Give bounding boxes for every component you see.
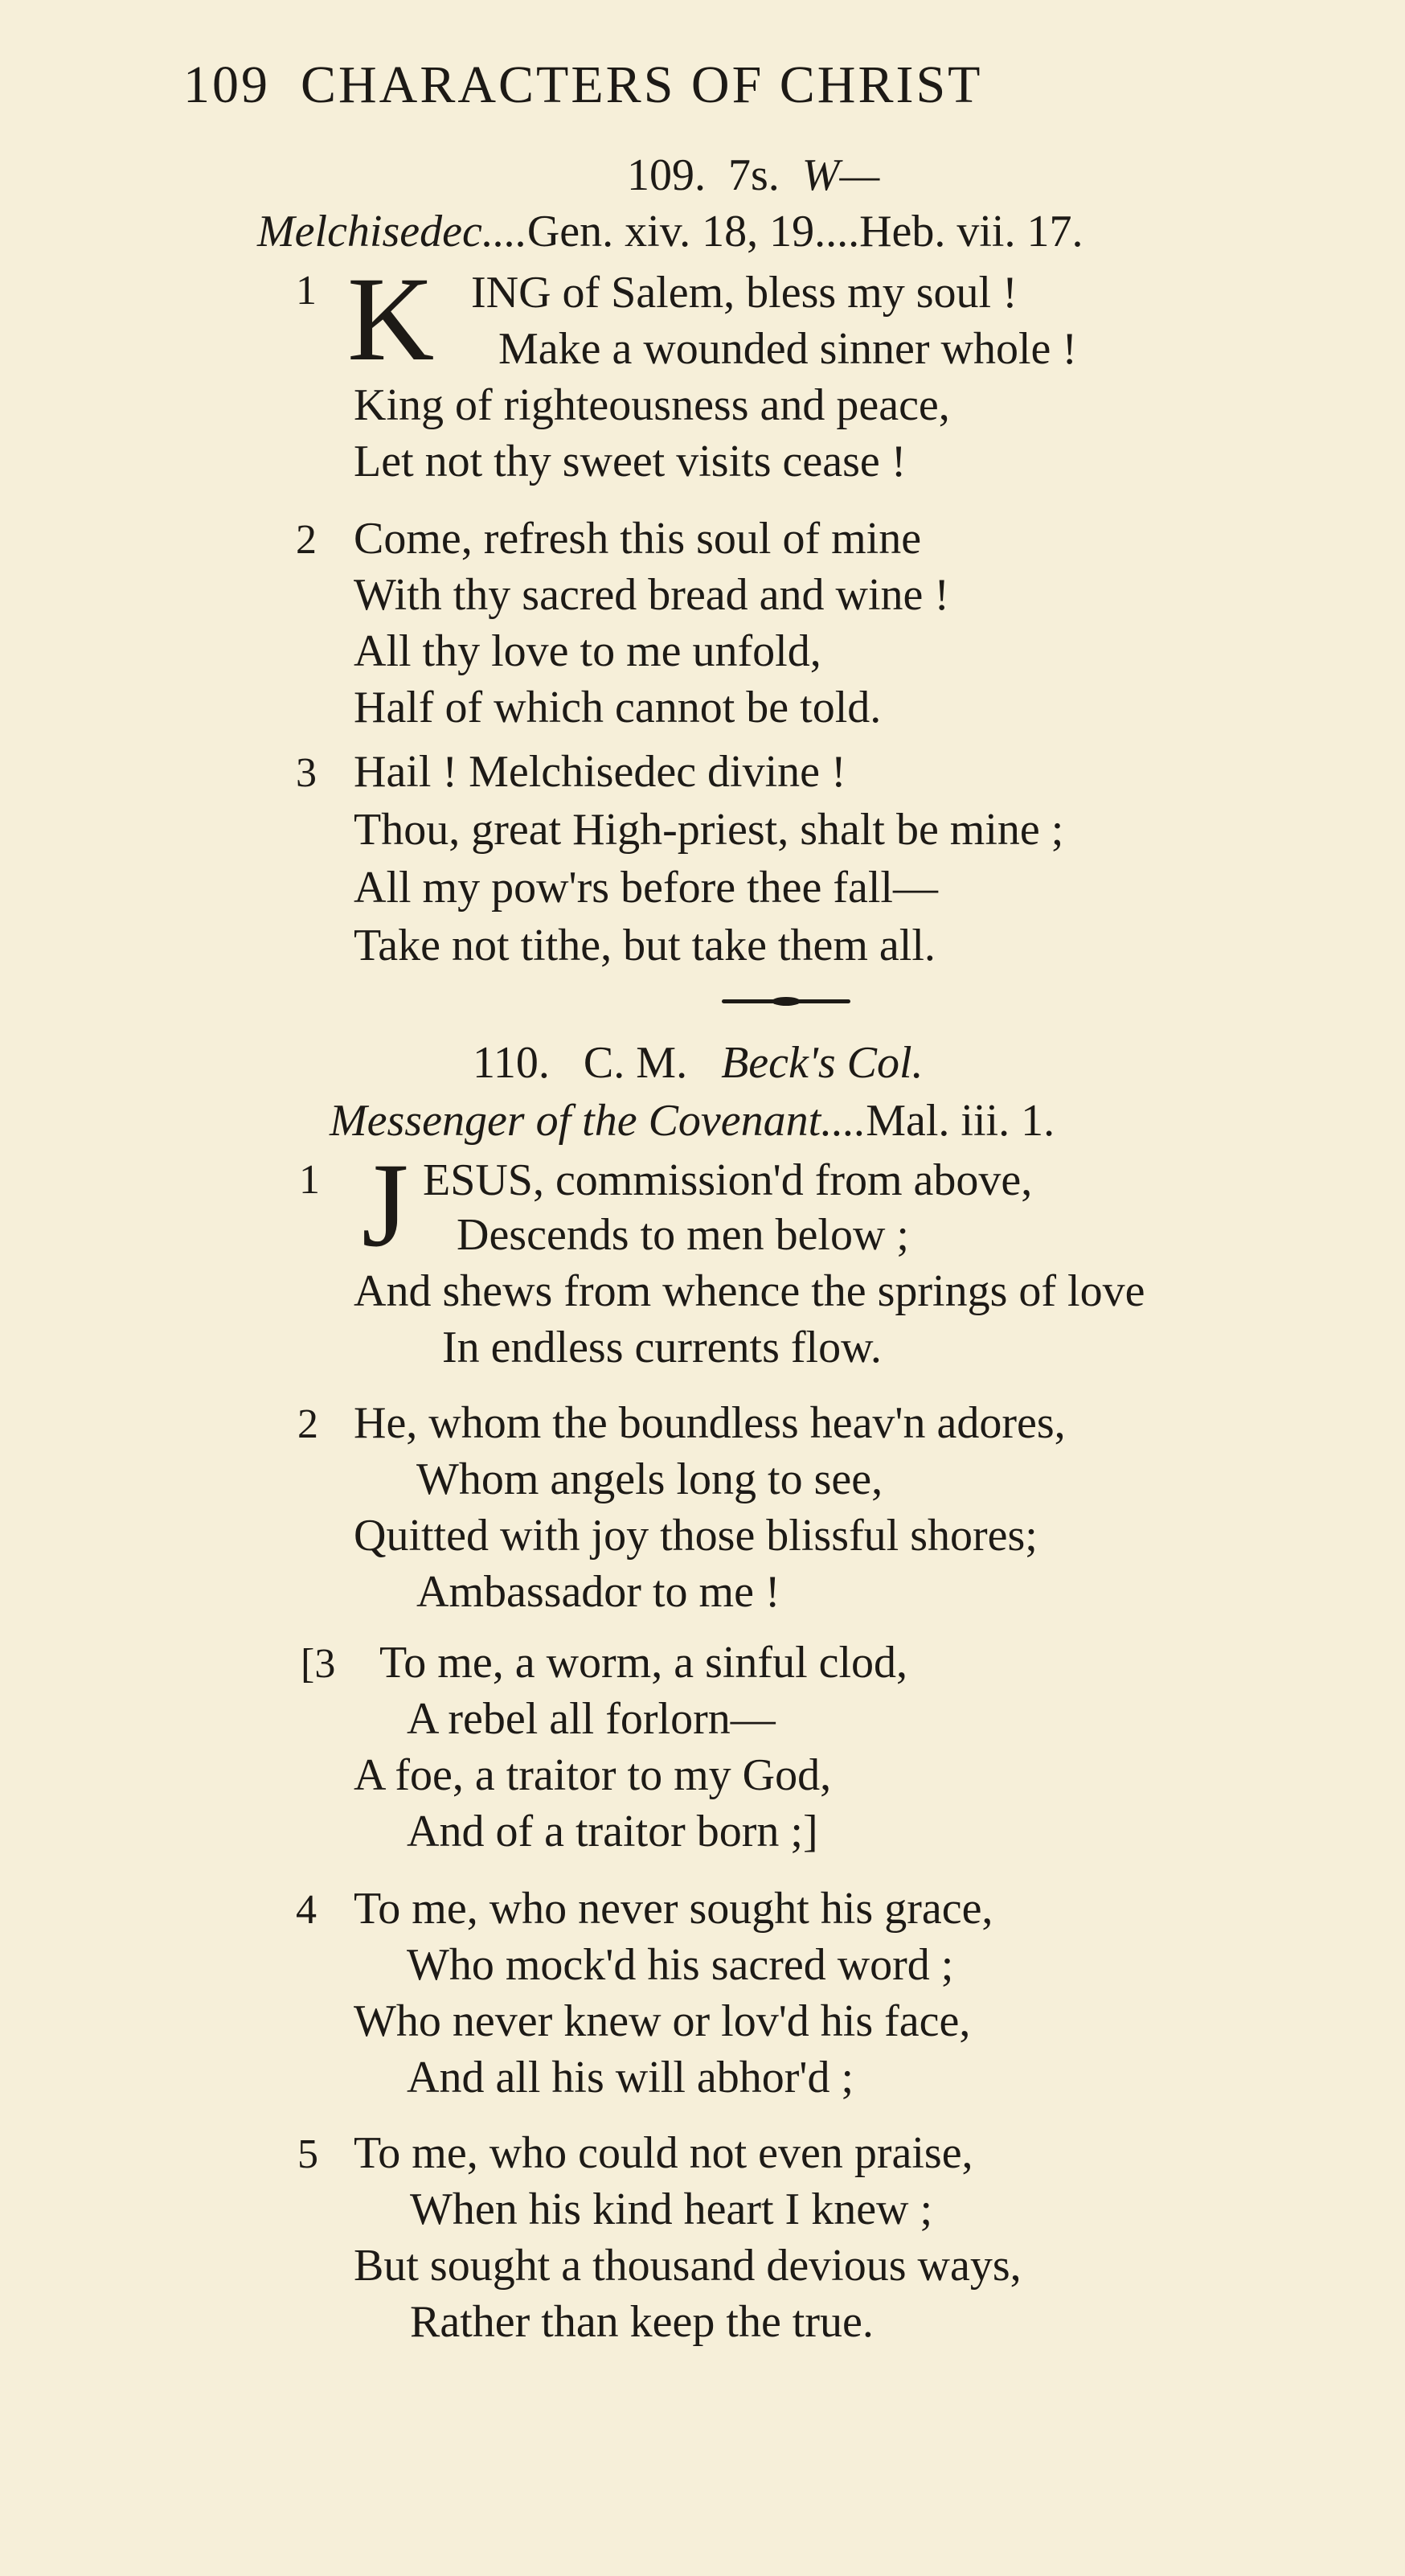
drop-cap: K — [347, 252, 435, 386]
verse-line: A foe, a traitor to my God, — [354, 1750, 832, 1800]
scripture-reference: Gen. xiv. 18, 19....Heb. vii. 17. — [526, 207, 1083, 256]
verse-line: And all his will abhor'd ; — [407, 2053, 854, 2102]
verse-line: Make a wounded sinner whole ! — [498, 324, 1078, 374]
verse-line: Thou, great High-priest, shalt be mine ; — [354, 805, 1064, 855]
verse-line: And shews from whence the springs of love — [354, 1266, 1145, 1316]
verse-line: Take not tithe, but take them all. — [354, 921, 936, 970]
verse-line: Rather than keep the true. — [410, 2297, 874, 2347]
verse-line: Whom angels long to see, — [416, 1454, 883, 1504]
hymn-number: 110. — [473, 1038, 550, 1088]
hymn-number: 109. — [627, 150, 706, 200]
hymn-109-reference-line — [257, 206, 1083, 257]
drop-cap: J — [362, 1138, 409, 1272]
section-divider — [722, 999, 850, 1003]
verse-number: 4 — [296, 1887, 317, 1933]
verse-line: Who mock'd his sacred word ; — [407, 1940, 954, 1990]
hymn-meter: 7s. — [728, 150, 780, 200]
verse-line: All my pow'rs before thee fall— — [354, 863, 938, 913]
verse-number: 5 — [297, 2131, 318, 2177]
verse-line: Ambassador to me ! — [416, 1567, 780, 1617]
verse-number: 2 — [296, 517, 317, 563]
verse-line: Hail ! Melchisedec divine ! — [354, 747, 846, 797]
running-title: CHARACTERS OF CHRIST — [301, 55, 983, 114]
hymn-109-heading — [627, 150, 879, 201]
verse-number: 3 — [296, 750, 317, 796]
verse-line: To me, who never sought his grace, — [354, 1884, 993, 1934]
verse-line: In endless currents flow. — [442, 1323, 882, 1372]
hymn-tune: Beck's Col. — [721, 1038, 924, 1088]
verse-line: ESUS, commission'd from above, — [423, 1155, 1033, 1205]
verse-line: To me, who could not even praise, — [354, 2128, 973, 2178]
verse-line: All thy love to me unfold, — [354, 626, 821, 676]
scripture-reference: Mal. iii. 1. — [866, 1096, 1055, 1146]
verse-number: [3 — [301, 1641, 336, 1687]
verse-number: 1 — [296, 268, 317, 314]
verse-line: Who never knew or lov'd his face, — [354, 1996, 971, 2046]
verse-line: Come, refresh this soul of mine — [354, 514, 922, 564]
hymn-subject: Messenger of the Covenant.... — [330, 1096, 866, 1146]
verse-line: Descends to men below ; — [457, 1210, 909, 1260]
hymn-subject: Melchisedec.... — [257, 207, 527, 256]
verse-number: 1 — [299, 1157, 320, 1203]
verse-number: 2 — [297, 1401, 318, 1447]
running-header — [183, 55, 983, 116]
hymn-110-reference-line — [330, 1095, 1055, 1146]
verse-line: Quitted with joy those blissful shores; — [354, 1511, 1038, 1561]
verse-line: ING of Salem, bless my soul ! — [471, 268, 1018, 318]
verse-line: But sought a thousand devious ways, — [354, 2241, 1022, 2291]
hymn-110-heading — [473, 1037, 924, 1089]
hymn-meter: C. M. — [583, 1038, 688, 1088]
verse-line: And of a traitor born ;] — [407, 1807, 818, 1856]
hymn-tune: W— — [801, 150, 880, 200]
verse-line: To me, a worm, a sinful clod, — [379, 1638, 908, 1688]
verse-line: When his kind heart I knew ; — [410, 2184, 933, 2234]
page-number: 109 — [183, 55, 270, 114]
verse-line: Let not thy sweet visits cease ! — [354, 437, 907, 486]
verse-line: King of righteousness and peace, — [354, 380, 950, 430]
verse-line: He, whom the boundless heav'n adores, — [354, 1398, 1066, 1448]
verse-line: A rebel all forlorn— — [407, 1694, 776, 1744]
verse-line: Half of which cannot be told. — [354, 683, 882, 732]
verse-line: With thy sacred bread and wine ! — [354, 570, 950, 620]
